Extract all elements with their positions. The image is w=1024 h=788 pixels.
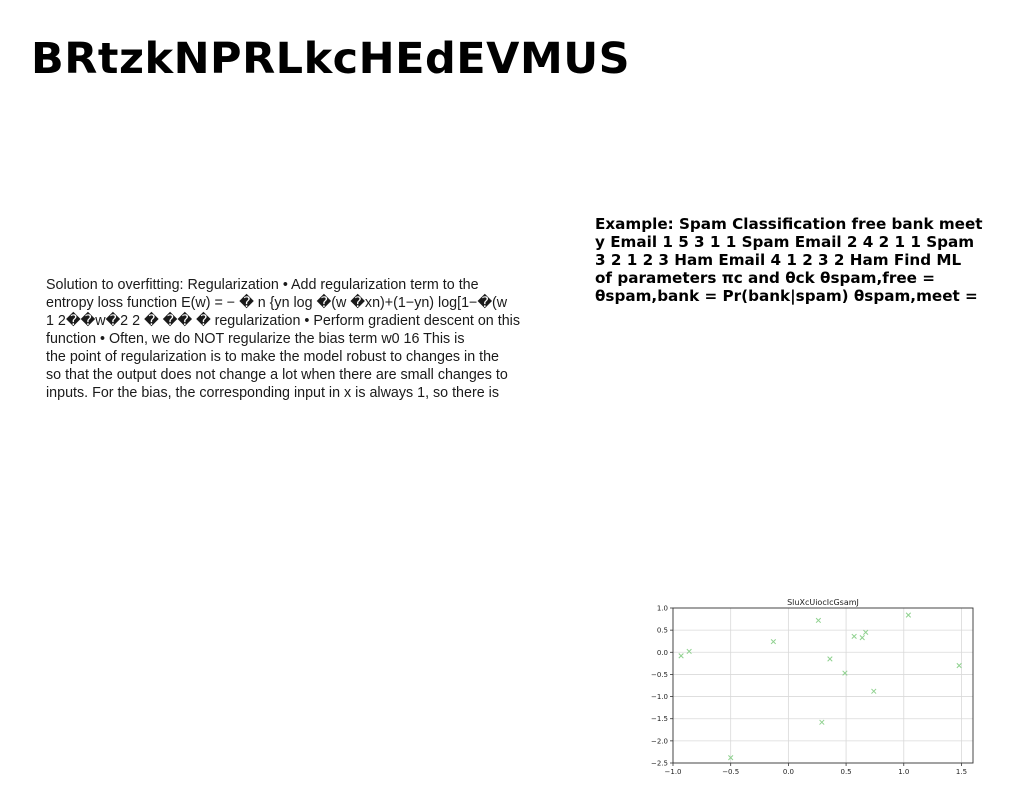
text-line: the point of regularization is to make the model robust to changes in the [46, 349, 500, 365]
x-tick-label: 1.5 [955, 768, 968, 776]
x-tick-label: 0.5 [840, 768, 852, 776]
scatter-point [820, 720, 825, 725]
y-tick-label: −2.0 [651, 737, 668, 746]
y-tick-label: −0.5 [651, 670, 668, 679]
spam-example-text-block [595, 215, 1020, 305]
text-line: Example: Spam Classification free bank meet [595, 215, 983, 233]
y-tick-label: 0.0 [656, 648, 668, 657]
y-tick-label: −1.5 [651, 715, 668, 724]
chart-title: SluXcUiocIcGsamJ [787, 598, 859, 607]
x-tick-label: 0.0 [782, 768, 794, 776]
scatter-point [679, 654, 684, 659]
text-line: inputs. For the bias, the corresponding input in x is always 1, so there is [46, 385, 499, 401]
x-tick-label: 1.0 [898, 768, 910, 776]
text-line: 3 2 1 2 3 Ham Email 4 1 2 3 2 Ham Find ML [595, 251, 962, 269]
text-line: entropy loss function E(w) = − � n {yn log �(w �xn)+(1−yn) log[1−�(w [46, 295, 508, 311]
text-line: y Email 1 5 3 1 1 Spam Email 2 4 2 1 1 Spam [595, 233, 975, 251]
scatter-point [687, 649, 692, 654]
y-tick-label: 1.0 [656, 604, 668, 613]
text-line: of parameters πc and θck θspam,free = [595, 269, 935, 287]
text-line: function • Often, we do NOT regularize the bias term w0 16 This is [46, 331, 465, 347]
page-title: BRtzkNPRLkcHEdEVMUS [31, 34, 631, 84]
text-line: θspam,bank = Pr(bank|spam) θspam,meet = [595, 287, 978, 305]
y-tick-label: −2.5 [651, 759, 668, 768]
scatter-chart [640, 596, 980, 778]
text-line: so that the output does not change a lot when there are small changes to [46, 367, 508, 383]
scatter-point [828, 657, 833, 662]
y-tick-label: −1.0 [651, 693, 668, 702]
scatter-point [871, 689, 876, 694]
x-tick-label: −1.0 [664, 768, 682, 776]
scatter-point [816, 618, 821, 623]
scatter-chart-svg [640, 596, 980, 778]
scatter-point [906, 613, 911, 618]
overfitting-text-block [46, 276, 576, 402]
text-line: Solution to overfitting: Regularization • Add regularization term to the [46, 277, 479, 293]
scatter-point [771, 639, 776, 644]
y-tick-label: 0.5 [656, 626, 668, 635]
scatter-point [863, 630, 868, 635]
plot-frame [673, 608, 973, 763]
x-tick-label: −0.5 [722, 768, 740, 776]
scatter-point [957, 663, 962, 668]
text-line: 1 2��w�2 2 � �� � regularization • Perform gradient descent on this [46, 313, 520, 329]
scatter-point [852, 634, 857, 639]
scatter-point [860, 635, 865, 640]
